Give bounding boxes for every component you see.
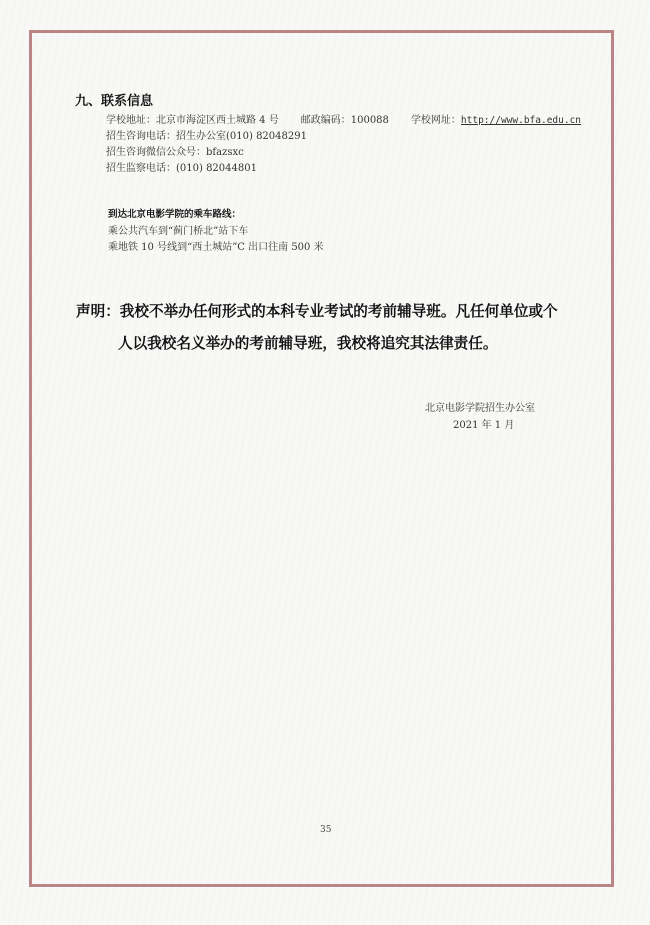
route-subway: 乘地铁 10 号线到“西土城站”C 出口往南 500 米 — [108, 242, 324, 253]
route-bus: 乘公共汽车到“蓟门桥北”站下车 — [108, 226, 249, 237]
statement-line-1: 声明：我校不举办任何形式的本科专业考试的考前辅导班。凡任何单位或个 — [76, 303, 558, 320]
signature-office: 北京电影学院招生办公室 — [425, 403, 535, 414]
statement — [76, 296, 586, 360]
signature-date: 2021 年 1 月 — [453, 420, 515, 431]
route-title: 到达北京电影学院的乘车路线： — [108, 209, 242, 220]
address-line — [106, 111, 581, 126]
page-number: 35 — [320, 825, 332, 835]
address-value: 北京市海淀区西土城路 4 号 — [156, 115, 279, 126]
phone-line: 招生咨询电话：招生办公室(010) 82048291 — [106, 131, 307, 142]
website-link[interactable]: http://www.bfa.edu.cn — [460, 115, 582, 126]
section-heading: 九、联系信息 — [75, 94, 154, 109]
postcode-label: 邮政编码： — [300, 115, 351, 126]
supervision-line: 招生监察电话：(010) 82044801 — [106, 163, 257, 174]
address-label: 学校地址： — [106, 115, 156, 126]
website-label: 学校网址： — [410, 115, 461, 126]
postcode-value: 100088 — [350, 115, 389, 126]
wechat-line: 招生咨询微信公众号：bfazsxc — [106, 147, 244, 158]
statement-line-2: 人以我校名义举办的考前辅导班，我校将追究其法律责任。 — [118, 335, 498, 352]
